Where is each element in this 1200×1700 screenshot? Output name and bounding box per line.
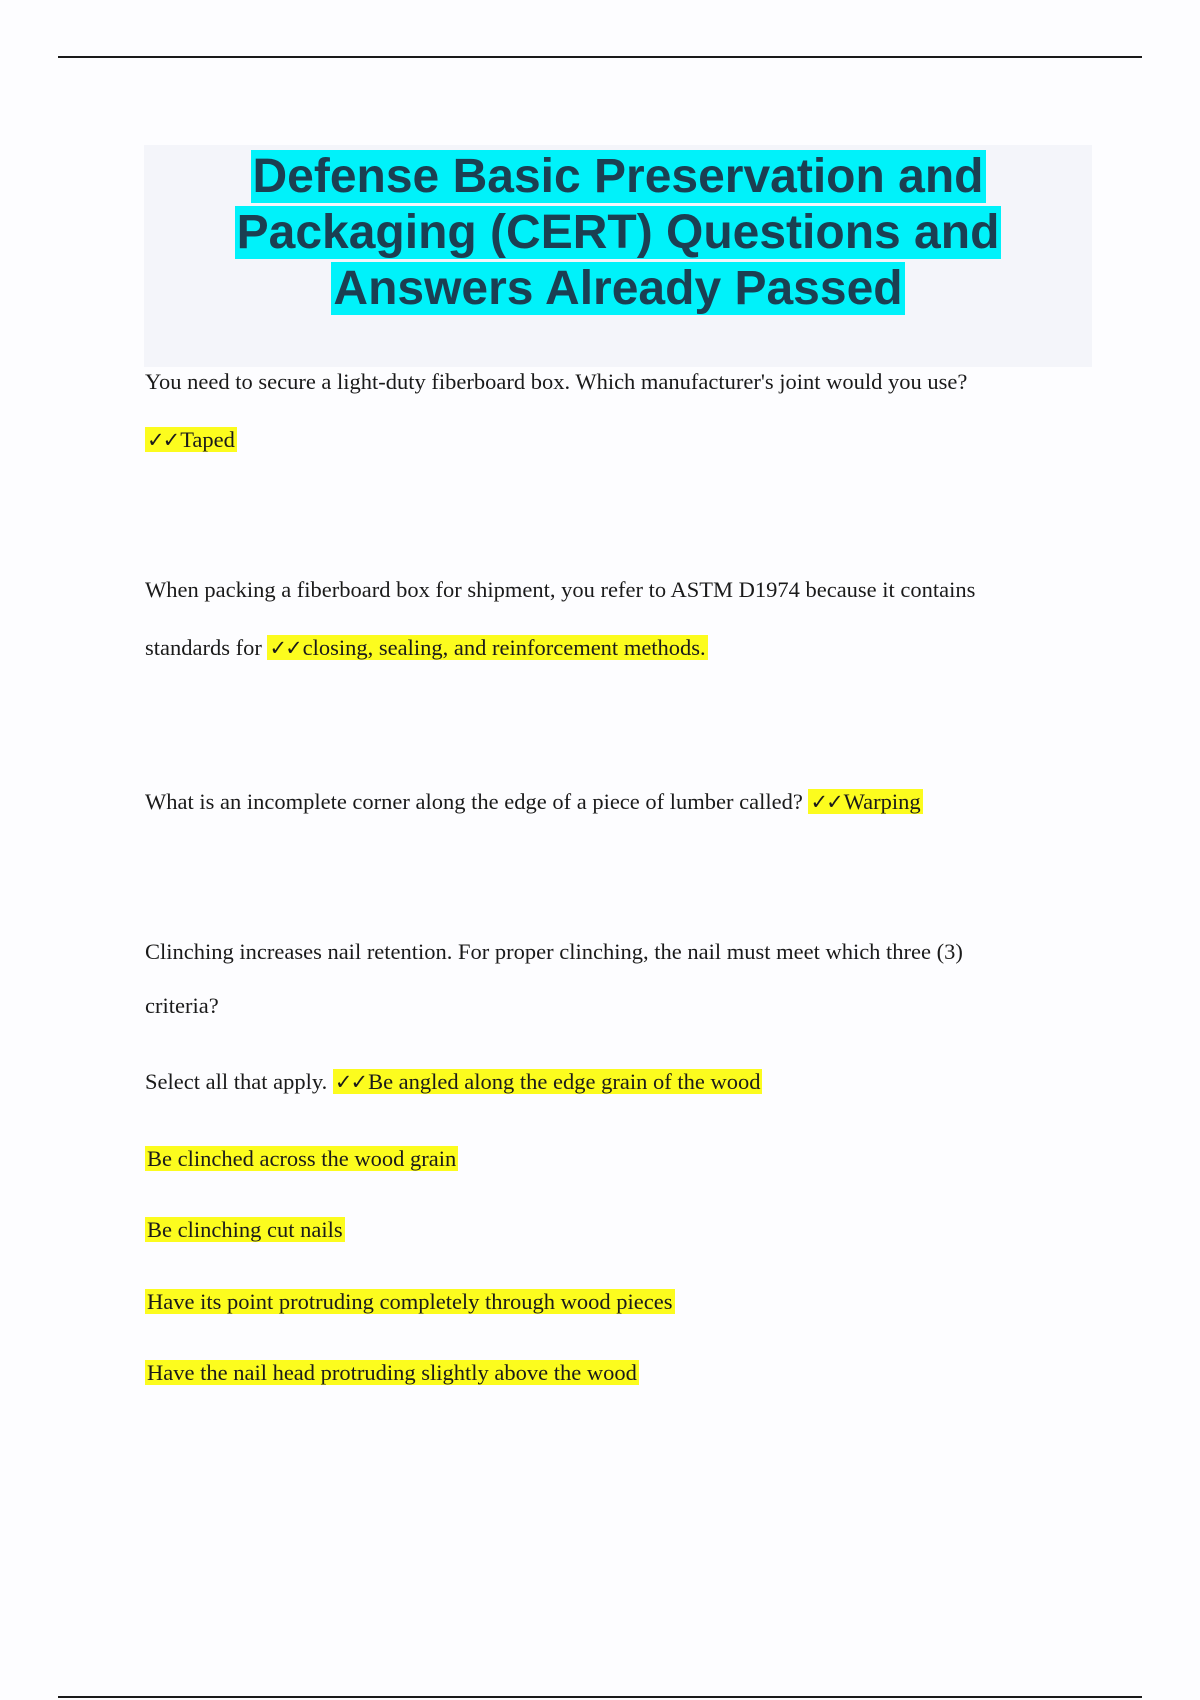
answer-text: Be clinched across the wood grain xyxy=(147,1146,457,1171)
question-2-line-1: When packing a fiberboard box for shipment, you refer to ASTM D1974 because it contains xyxy=(145,577,976,602)
title-line-2: Packaging (CERT) Questions and xyxy=(236,206,1000,259)
answer-text: Have the nail head protruding slightly above the wood xyxy=(147,1360,637,1385)
question-4-text: Select all that apply. xyxy=(145,1069,328,1094)
check-mark-icon: ✓✓ xyxy=(334,1070,367,1094)
question-4-line-1: Clinching increases nail retention. For proper clinching, the nail must meet which three (3) xyxy=(145,939,963,964)
answer-text: Warping xyxy=(843,789,921,814)
answer-highlight xyxy=(267,635,707,660)
question-1: You need to secure a light-duty fiberboard box. Which manufacturer's joint would you use? xyxy=(145,369,968,394)
header-rule xyxy=(58,56,1142,58)
title-line-3: Answers Already Passed xyxy=(333,262,903,315)
answer-text: Be clinching cut nails xyxy=(147,1217,343,1242)
title-line-1: Defense Basic Preservation and xyxy=(252,150,984,203)
check-mark-icon: ✓✓ xyxy=(810,790,842,814)
answer-4-option-3 xyxy=(145,1215,345,1245)
answer-text: Be angled along the edge grain of the wood xyxy=(368,1069,761,1094)
answer-text: Have its point protruding completely through wood pieces xyxy=(147,1289,673,1314)
answer-4-option-2 xyxy=(145,1144,458,1174)
question-2-line-2 xyxy=(145,633,708,663)
check-mark-icon: ✓✓ xyxy=(147,428,179,452)
answer-1 xyxy=(145,425,237,455)
answer-highlight xyxy=(333,1069,763,1094)
check-mark-icon: ✓✓ xyxy=(269,636,301,660)
answer-highlight xyxy=(145,427,237,452)
document-title xyxy=(144,145,1092,317)
footer-rule xyxy=(58,1696,1142,1698)
question-3-text: What is an incomplete corner along the edge of a piece of lumber called? xyxy=(145,789,803,814)
question-4-line-2: criteria? xyxy=(145,993,219,1018)
question-3 xyxy=(145,787,923,817)
answer-4-option-5 xyxy=(145,1358,639,1388)
question-4-line-3 xyxy=(145,1067,762,1097)
answer-text: Taped xyxy=(180,427,235,452)
answer-4-option-4 xyxy=(145,1287,675,1317)
title-block xyxy=(144,145,1092,367)
answer-text: closing, sealing, and reinforcement methods. xyxy=(302,635,706,660)
question-2-text: standards for xyxy=(145,635,262,660)
answer-highlight xyxy=(808,789,922,814)
